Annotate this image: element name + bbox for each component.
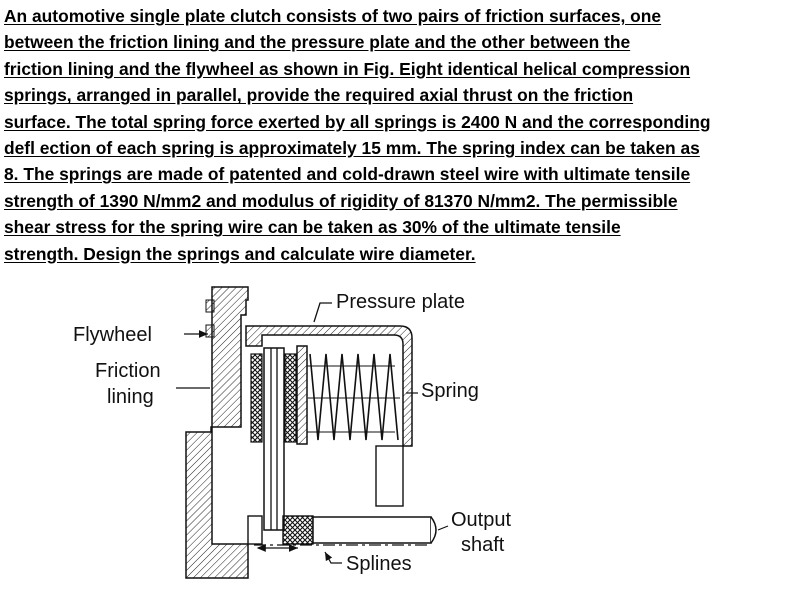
problem-line-9: shear stress for the spring wire can be taken as 30% of the ultimate tensile <box>4 217 621 238</box>
problem-line-4: springs, arranged in parallel, provide the required axial thrust on the friction <box>4 85 634 106</box>
problem-line-10: strength. Design the springs and calculate wire diameter. <box>4 243 476 264</box>
problem-line-5: surface. The total spring force exerted by all springs is 2400 N and the corresponding <box>4 111 711 132</box>
hub-right <box>283 516 313 544</box>
flywheel-body <box>186 287 248 578</box>
clutch-plate <box>264 348 284 530</box>
friction-label-line2: lining <box>107 386 154 408</box>
problem-statement <box>4 3 782 267</box>
output-shaft-leader <box>438 526 448 530</box>
problem-line-8: strength of 1390 N/mm2 and modulus of rigidity of 81370 N/mm2. The permissible <box>4 190 678 211</box>
flywheel-label: Flywheel <box>73 324 152 346</box>
problem-line-7: 8. The springs are made of patented and cold-drawn steel wire with ultimate tensile <box>4 164 691 185</box>
spring-guide <box>376 446 403 506</box>
friction-lining-left <box>251 354 262 442</box>
problem-line-6: defl ection of each spring is approximately 15 mm. The spring index can be taken as <box>4 138 700 159</box>
output-shaft-label-line1: Output <box>451 509 512 531</box>
problem-line-3: friction lining and the flywheel as shown in Fig. Eight identical helical compression <box>4 58 691 79</box>
friction-label-line1: Friction <box>95 360 161 382</box>
splines-leader <box>325 552 342 563</box>
hub-left <box>248 516 262 544</box>
pressure-plate <box>297 346 307 444</box>
splines-label: Splines <box>346 553 412 575</box>
problem-line-1: An automotive single plate clutch consists of two pairs of friction surfaces, one <box>4 6 662 26</box>
clutch-figure <box>0 270 785 599</box>
clutch-diagram-svg <box>0 270 785 599</box>
pressure-plate-leader <box>314 303 332 322</box>
problem-line-2: between the friction lining and the pressure plate and the other between the <box>4 32 631 53</box>
friction-lining-right <box>285 354 296 442</box>
spring-coil <box>307 354 400 440</box>
pressure-plate-label: Pressure plate <box>336 291 465 313</box>
output-shaft-label-line2: shaft <box>461 534 505 556</box>
spring-label: Spring <box>421 380 479 402</box>
